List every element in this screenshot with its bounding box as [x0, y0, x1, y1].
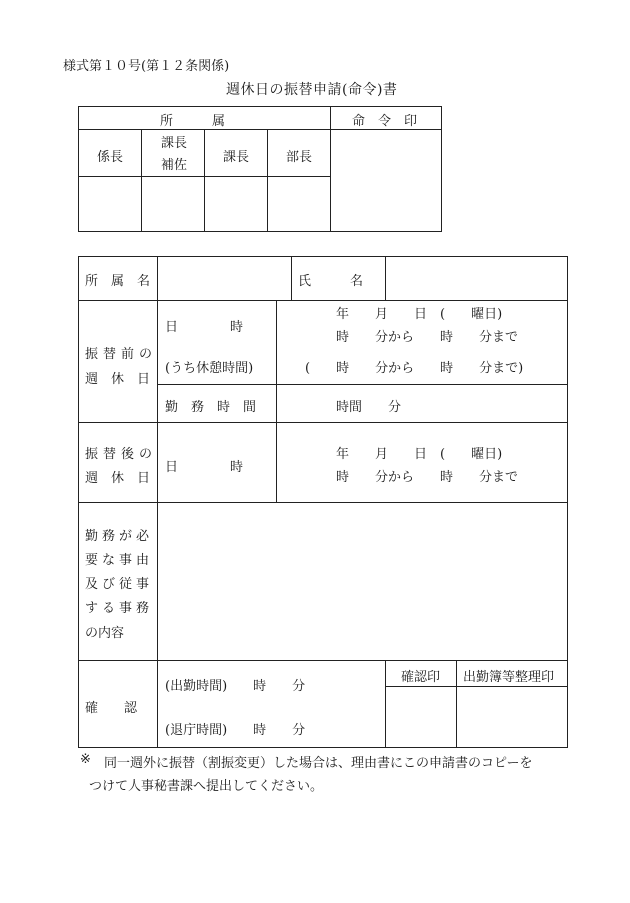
attendance-seal-box[interactable] [457, 687, 567, 747]
role-bucho: 部長 [286, 150, 313, 165]
confirm-seal-label: 確認印 [401, 670, 441, 685]
note-line-2: つけて人事秘書課へ提出してください。 [89, 779, 324, 794]
before-time-line[interactable]: 時 分から 時 分まで [336, 330, 519, 345]
before-break-line[interactable]: ( 時 分から 時 分まで) [305, 361, 524, 376]
before-work-hours-label: 勤 務 時 間 [165, 400, 257, 415]
after-holiday-label-1: 振替後の [85, 447, 158, 462]
seal-box-kacho-hosa[interactable] [142, 177, 204, 231]
affiliation-section-header: 所 属 [160, 114, 226, 129]
before-holiday-label-2: 週 休 日 [85, 372, 151, 387]
reason-label-line: 要な事由 [85, 553, 154, 568]
form-number: 様式第１０号(第１２条関係) [63, 59, 230, 74]
affiliation-label: 所 属 名 [85, 274, 151, 289]
attendance-seal-label: 出勤簿等整理印 [463, 670, 555, 685]
before-break-label: (うち休憩時間) [165, 361, 254, 376]
clock-in-line[interactable]: (出勤時間) 時 分 [165, 679, 306, 694]
seal-box-kakaricho[interactable] [79, 177, 141, 231]
reason-field[interactable] [160, 505, 564, 657]
clock-out-line[interactable]: (退庁時間) 時 分 [165, 723, 306, 738]
before-holiday-label-1: 振替前の [85, 347, 158, 362]
confirm-label: 確 認 [85, 701, 138, 716]
before-datetime-label: 日 時 [165, 320, 244, 335]
order-seal-header: 命 令 印 [352, 114, 418, 129]
name-label: 氏 名 [298, 274, 364, 289]
note-mark: ※ [80, 752, 91, 767]
after-date-line[interactable]: 年 月 日 ( 曜日) [336, 447, 503, 462]
seal-box-bucho[interactable] [268, 177, 330, 231]
seal-box-kacho[interactable] [205, 177, 267, 231]
after-datetime-label: 日 時 [165, 460, 244, 475]
role-kakaricho: 係長 [97, 150, 124, 165]
affiliation-field[interactable] [160, 259, 288, 297]
reason-label-line: の内容 [85, 626, 125, 641]
order-seal-box[interactable] [331, 130, 441, 231]
reason-label-line: 及び従事 [85, 577, 154, 592]
after-holiday-label-2: 週 休 日 [85, 471, 151, 486]
name-field[interactable] [388, 259, 564, 297]
after-time-line[interactable]: 時 分から 時 分まで [336, 470, 519, 485]
document-title: 週休日の振替申請(命令)書 [226, 82, 398, 98]
confirm-seal-box[interactable] [386, 687, 456, 747]
before-hours-line[interactable]: 時間 分 [336, 400, 402, 415]
role-kacho-hosa: 課長 補佐 [161, 136, 188, 173]
reason-label-line: する事務 [85, 601, 154, 616]
role-kacho: 課長 [223, 150, 250, 165]
note-line-1: 同一週外に振替（割振変更）した場合は、理由書にこの申請書のコピーを [104, 756, 533, 771]
reason-label-line: 勤務が必 [85, 529, 154, 544]
before-date-line[interactable]: 年 月 日 ( 曜日) [336, 307, 503, 322]
